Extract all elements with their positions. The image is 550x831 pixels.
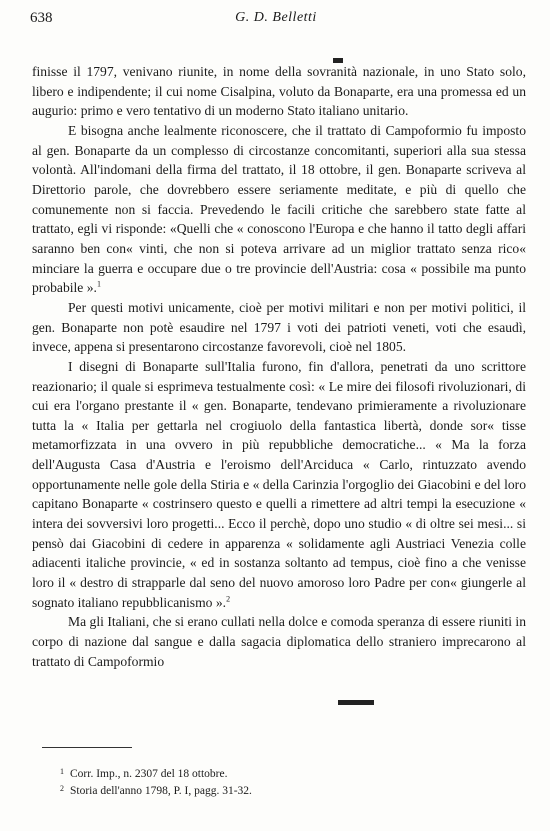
paragraph: Per questi motivi unicamente, cioè per motivi militari e non per motivi politici, il gen. Bonaparte non potè esaudire nel 1797 i voti dei patrioti veneti, voti che esaudì, invece, appena si presentarono circostanze favorevoli, cioè nel 1805. <box>32 299 526 355</box>
footnote-separator <box>42 747 132 748</box>
page-number: 638 <box>30 10 53 26</box>
footnote <box>60 766 252 783</box>
paragraph: E bisogna anche lealmente riconoscere, che il trattato di Campoformio fu imposto al gen. Bonaparte da un complesso di circostanze concomitanti, superiori alla sua stessa volontà. All'indomani della firma del trattato, il 18 ottobre, il gen. Bonaparte scriveva al Direttorio parole, che dovrebbero essere seriamente meditate, e più di quello che comunemente non si faccia. Prevedendo le facili critiche che sarebbero state fatte al trattato, egli vi risponde: «Quelli che « conoscono l'Europa e che hanno il tatto degli affari saranno ben con« vinti, che non si poteva arrivare ad un miglior trattato senza rico« minciare la guerra e occupare due o tre provincie dell'Austria: cosa « possibile ma punto probabile ».$^1$ <box>32 122 526 296</box>
paragraph: I disegni di Bonaparte sull'Italia furono, fin d'allora, penetrati da uno scrittore reazionario; il quale si esprimeva testualmente così: « Le mire dei filosofi rivoluzionari, di cui era l'organo prestante il « gen. Bonaparte, tendevano primieramente a rivoluzionare tutta la « Italia per gettarla nel crogiuolo della fantastica libertà, donde sor« tisse metamorfizzata in una ovvero in più repubbliche democratiche... « Ma la forza dell'Augusta Casa d'Austria e l'eroismo dell'Arciduca « Carlo, rintuzzato avendo opportunamente nelle gole della Stiria e « della Carinzia l'orgoglio dei Giacobini e del loro capitano Bonaparte « costrinsero questo e quelli a rimettere ad altri tempi la esecuzione « intera dei sovversivi loro progetti... Ecco il perchè, dopo uno studio « di oltre sei mesi... si pensò dai Giacobini di cedere in apparenza « solidamente agli Austriaci Venezia colle adiacenti italiche provincie, « ed in sostanza soltanto ad tempus, cioè fino a che venisse loro il « destro di strapparle dal seno del nuovo amoroso loro Padre per con« giungerle al sognato italiano repubblicanismo ».$^2$ <box>32 358 526 610</box>
footnote-ref: 1 <box>96 279 101 289</box>
paragraph: Ma gli Italiani, che si erano cullati nella dolce e comoda speranza di essere riuniti in corpo di nazione dal sangue e dalla sagacia diplomatica dello straniero imprecarono al trattato di Campoformio <box>32 614 526 669</box>
footnote-text: Corr. Imp., n. 2307 del 18 ottobre. <box>70 768 228 780</box>
footnote-text: Storia dell'anno 1798, P. I, pagg. 31-32. <box>70 785 252 797</box>
footnotes <box>60 766 252 800</box>
body-text <box>32 62 526 671</box>
footnote-marker: 1 <box>60 767 64 776</box>
running-head: G. D. Belletti <box>235 10 317 25</box>
footnote-ref: 2 <box>226 594 231 604</box>
ink-blot <box>338 700 374 705</box>
paragraph: finisse il 1797, venivano riunite, in nome della sovranità nazionale, in uno Stato solo, libero e indipendente; il cui nome Cisalpina, voluto da Bonaparte, era una promessa ed un augurio: primo e vero tentativo di un moderno Stato italiano unitario. <box>32 64 526 119</box>
footnote-marker: 2 <box>60 784 64 793</box>
page-header <box>30 6 522 28</box>
footnote <box>60 783 252 800</box>
